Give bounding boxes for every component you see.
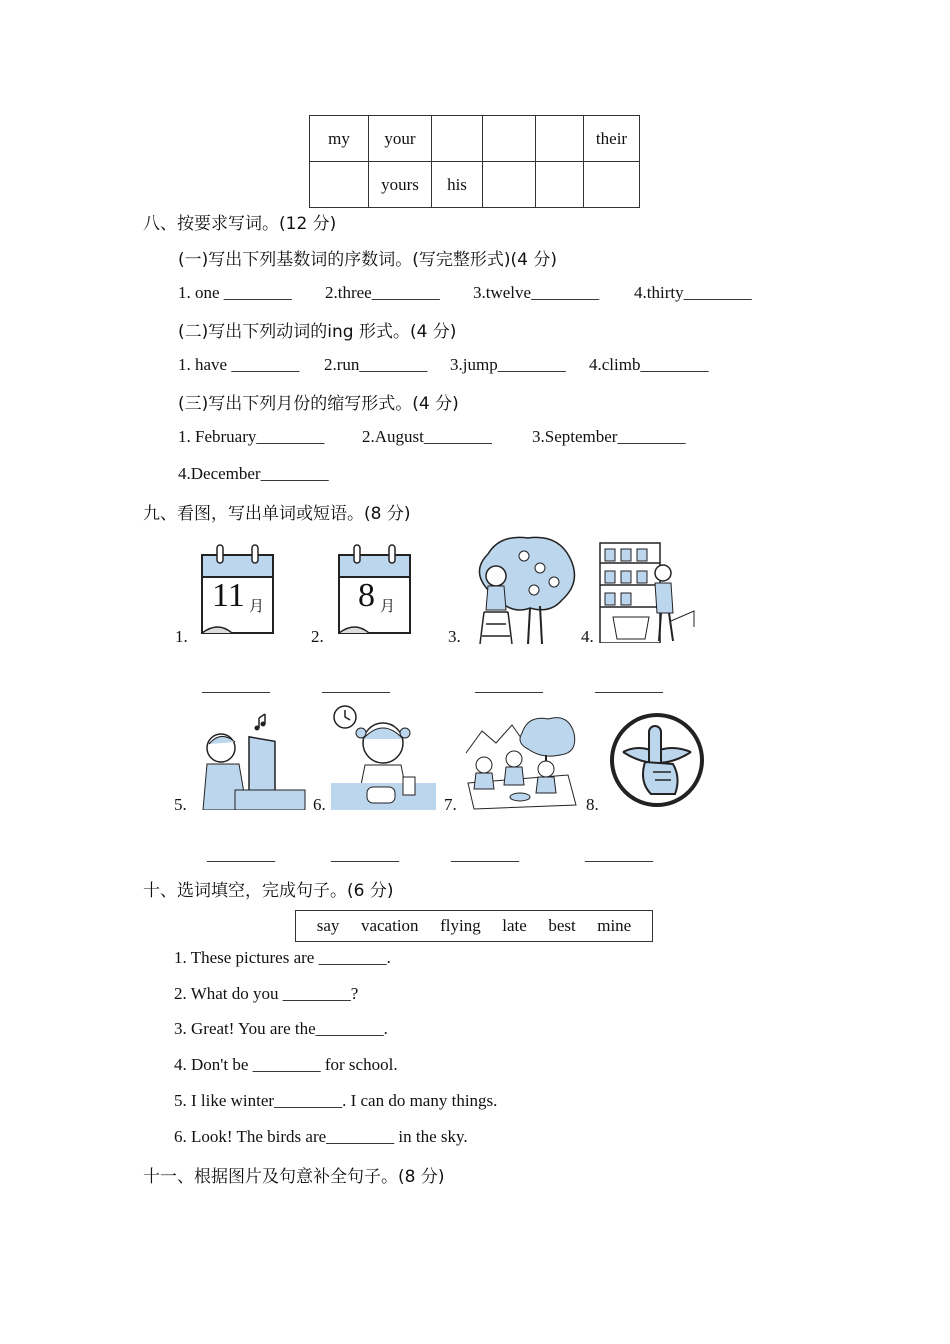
part1-item: 1. one ________ (178, 283, 292, 302)
section-8-part3-title: (三)写出下列月份的缩写形式。(4 分) (178, 394, 459, 414)
answer-blank: ________ (331, 845, 399, 864)
table-cell (483, 116, 536, 162)
sentence-item: 1. These pictures are ________. (174, 948, 391, 967)
section-8-part2-title: (二)写出下列动词的ing 形式。(4 分) (178, 322, 457, 342)
picture-label: 3. (448, 627, 461, 646)
section-11-title: 十一、根据图片及句意补全句子。(8 分) (143, 1167, 445, 1187)
sentence-item: 4. Don't be ________ for school. (174, 1055, 398, 1074)
picnic-icon (462, 713, 578, 810)
table-cell (310, 162, 369, 208)
section-9-title: 九、看图，写出单词或短语。(8 分) (143, 504, 411, 524)
word-bank-item: mine (597, 916, 632, 935)
table-cell (432, 116, 483, 162)
answer-blank: ________ (451, 845, 519, 864)
picture-label: 8. (586, 795, 599, 814)
table-cell (483, 162, 536, 208)
table-row (310, 116, 640, 162)
word-bank-item: late (502, 916, 527, 935)
table-cell: my (310, 116, 369, 162)
section-8-part1-title: (一)写出下列基数词的序数词。(写完整形式)(4 分) (178, 250, 558, 270)
keep-quiet-sign-icon (609, 712, 705, 808)
part3-item: 3.September________ (532, 427, 686, 446)
calendar-1-unit: 月 (249, 597, 265, 615)
part2-item: 2.run________ (324, 355, 428, 374)
picture-label: 1. (175, 627, 188, 646)
table-cell (584, 162, 640, 208)
picture-label: 4. (581, 627, 594, 646)
table-cell: yours (369, 162, 432, 208)
calendar-1-number: 11 (212, 577, 245, 614)
sentence-item: 2. What do you ________? (174, 984, 359, 1003)
supermarket-shopping-icon (599, 541, 696, 643)
picture-label: 7. (444, 795, 457, 814)
word-bank-item: vacation (360, 916, 419, 935)
calendar-2-unit: 月 (380, 597, 396, 615)
answer-blank: ________ (207, 845, 275, 864)
calendar-2-number: 8 (358, 577, 375, 614)
part1-item: 4.thirty________ (634, 283, 752, 302)
pronoun-table (309, 115, 640, 208)
table-cell (536, 116, 584, 162)
part3-item: 1. February________ (178, 427, 325, 446)
answer-blank: ________ (475, 676, 543, 695)
word-bank-item: best (548, 916, 576, 935)
answer-blank: ________ (322, 676, 390, 695)
answer-blank: ________ (202, 676, 270, 695)
sentence-item: 5. I like winter________. I can do many things. (174, 1091, 498, 1110)
table-cell: their (584, 116, 640, 162)
section-8-title: 八、按要求写词。(12 分) (143, 214, 337, 234)
table-row (310, 162, 640, 208)
picture-label: 2. (311, 627, 324, 646)
sentence-item: 3. Great! You are the________. (174, 1019, 388, 1038)
sentence-item: 6. Look! The birds are________ in the sky. (174, 1127, 468, 1146)
girl-breakfast-icon (331, 703, 436, 810)
section-10-title: 十、选词填空，完成句子。(6 分) (143, 881, 394, 901)
boy-listening-music-computer-icon (199, 712, 309, 810)
picture-label: 6. (313, 795, 326, 814)
picking-apples-icon (470, 532, 580, 644)
table-cell: his (432, 162, 483, 208)
answer-blank: ________ (595, 676, 663, 695)
word-bank-box (295, 910, 653, 942)
table-cell (536, 162, 584, 208)
part3-item: 2.August________ (362, 427, 492, 446)
picture-label: 5. (174, 795, 187, 814)
part2-item: 1. have ________ (178, 355, 300, 374)
table-cell: your (369, 116, 432, 162)
part2-item: 4.climb________ (589, 355, 709, 374)
word-bank-item: say (316, 916, 340, 935)
part2-item: 3.jump________ (450, 355, 566, 374)
answer-blank: ________ (585, 845, 653, 864)
part3-item: 4.December________ (178, 464, 329, 483)
calendar-august-icon (335, 543, 415, 635)
part1-item: 3.twelve________ (473, 283, 600, 302)
word-bank-item: flying (440, 916, 481, 935)
part1-item: 2.three________ (325, 283, 440, 302)
